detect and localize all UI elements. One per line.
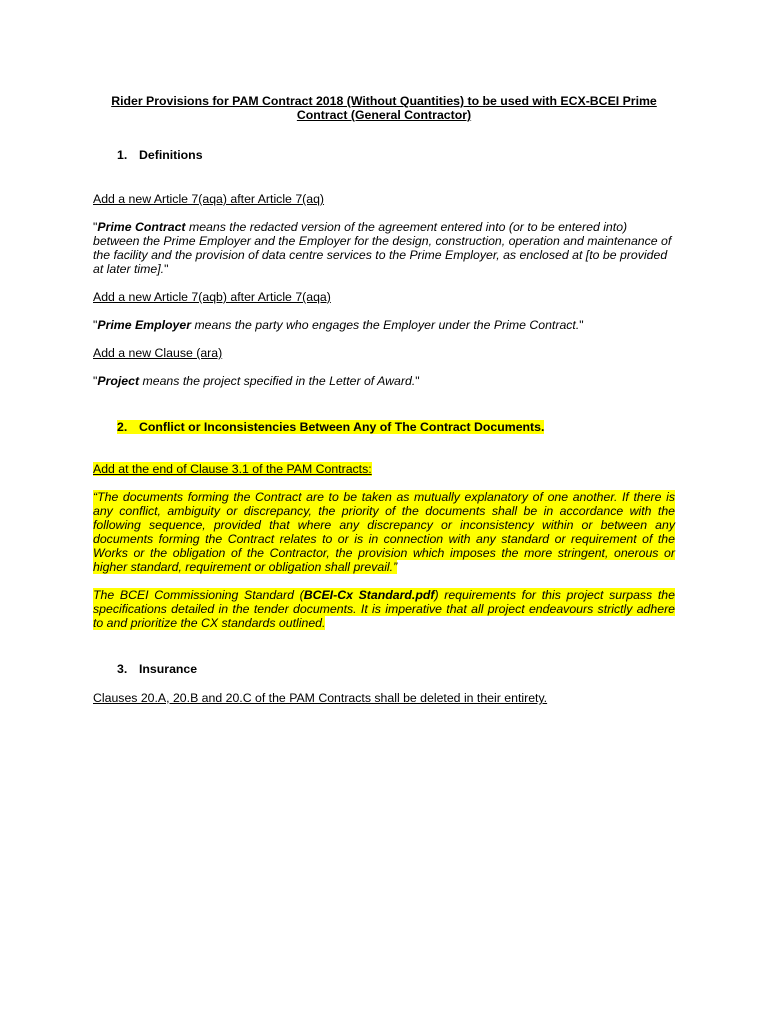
- definition-project: "Project means the project specified in the Letter of Award.": [93, 374, 420, 388]
- definition-text-prime-contract: means the redacted version of the agreement entered into (or to be entered into) between the Prime Employer and the Employer for the design, construction, operation and maintenance of the facility and the provision of data centre services to the Prime Employer, as enclosed at [to be provided at later time].: [93, 220, 672, 276]
- instruction-article-7aqa: Add a new Article 7(aqa) after Article 7(aq): [93, 192, 325, 206]
- term-project: Project: [97, 374, 140, 388]
- definition-text-project: means the project specified in the Letter of Award.: [142, 374, 416, 388]
- bcei-cx-standard-filename: BCEI-Cx Standard.pdf: [303, 588, 435, 602]
- section-2-title: Conflict or Inconsistencies Between Any of The Contract Documents.: [139, 420, 545, 434]
- instruction-clause-ara: Add a new Clause (ara): [93, 346, 223, 360]
- section-3-title: Insurance: [139, 662, 198, 676]
- instruction-clause-3-1: Add at the end of Clause 3.1 of the PAM Contracts:: [93, 462, 372, 476]
- document-title: Rider Provisions for PAM Contract 2018 (Without Quantities) to be used with ECX-BCEI Prime Contract (General Contractor): [111, 94, 657, 122]
- term-prime-employer: Prime Employer: [97, 318, 192, 332]
- section-2-heading: [117, 420, 544, 434]
- definition-text-prime-employer: means the party who engages the Employer under the Prime Contract.: [194, 318, 580, 332]
- definition-prime-employer: "Prime Employer means the party who engages the Employer under the Prime Contract.": [93, 318, 584, 332]
- section-1-number: 1.: [117, 148, 128, 162]
- section-3-number: 3.: [117, 662, 128, 676]
- section-1-heading: [117, 148, 203, 162]
- definition-prime-contract: "Prime Contract means the redacted version of the agreement entered into (or to be entered into) between the Prime Employer and the Employer for the design, construction, operation and maintenance of the facility and the provision of data centre services to the Prime Employer, as enclosed at [to be provided at later time].": [93, 220, 672, 276]
- instruction-article-7aqb: Add a new Article 7(aqb) after Article 7(aqa): [93, 290, 331, 304]
- section-1-title: Definitions: [139, 148, 203, 162]
- conflict-paragraph: “The documents forming the Contract are to be taken as mutually explanatory of one another. If there is any conflict, ambiguity or discrepancy, the priority of the documents shall be in accordance with the following sequence, provided that where any discrepancy or inconsistency within or between any documents forming the Contract relates to or is in connection with any standard or requirement of the Works or the obligation of the Contractor, the provision which imposes the more stringent, onerous or higher standard, requirement or obligation shall prevail.”: [93, 490, 675, 574]
- bcei-standard-paragraph: The BCEI Commissioning Standard (BCEI-Cx Standard.pdf) requirements for this project surpass the specifications detailed in the tender documents. It is imperative that all project endeavours strictly adhere to and prioritize the CX standards outlined.: [93, 588, 675, 630]
- term-prime-contract: Prime Contract: [97, 220, 186, 234]
- insurance-clause-text: Clauses 20.A, 20.B and 20.C of the PAM Contracts shall be deleted in their entirety.: [93, 691, 548, 705]
- section-2-number: 2.: [117, 420, 128, 434]
- section-3-heading: [117, 662, 197, 676]
